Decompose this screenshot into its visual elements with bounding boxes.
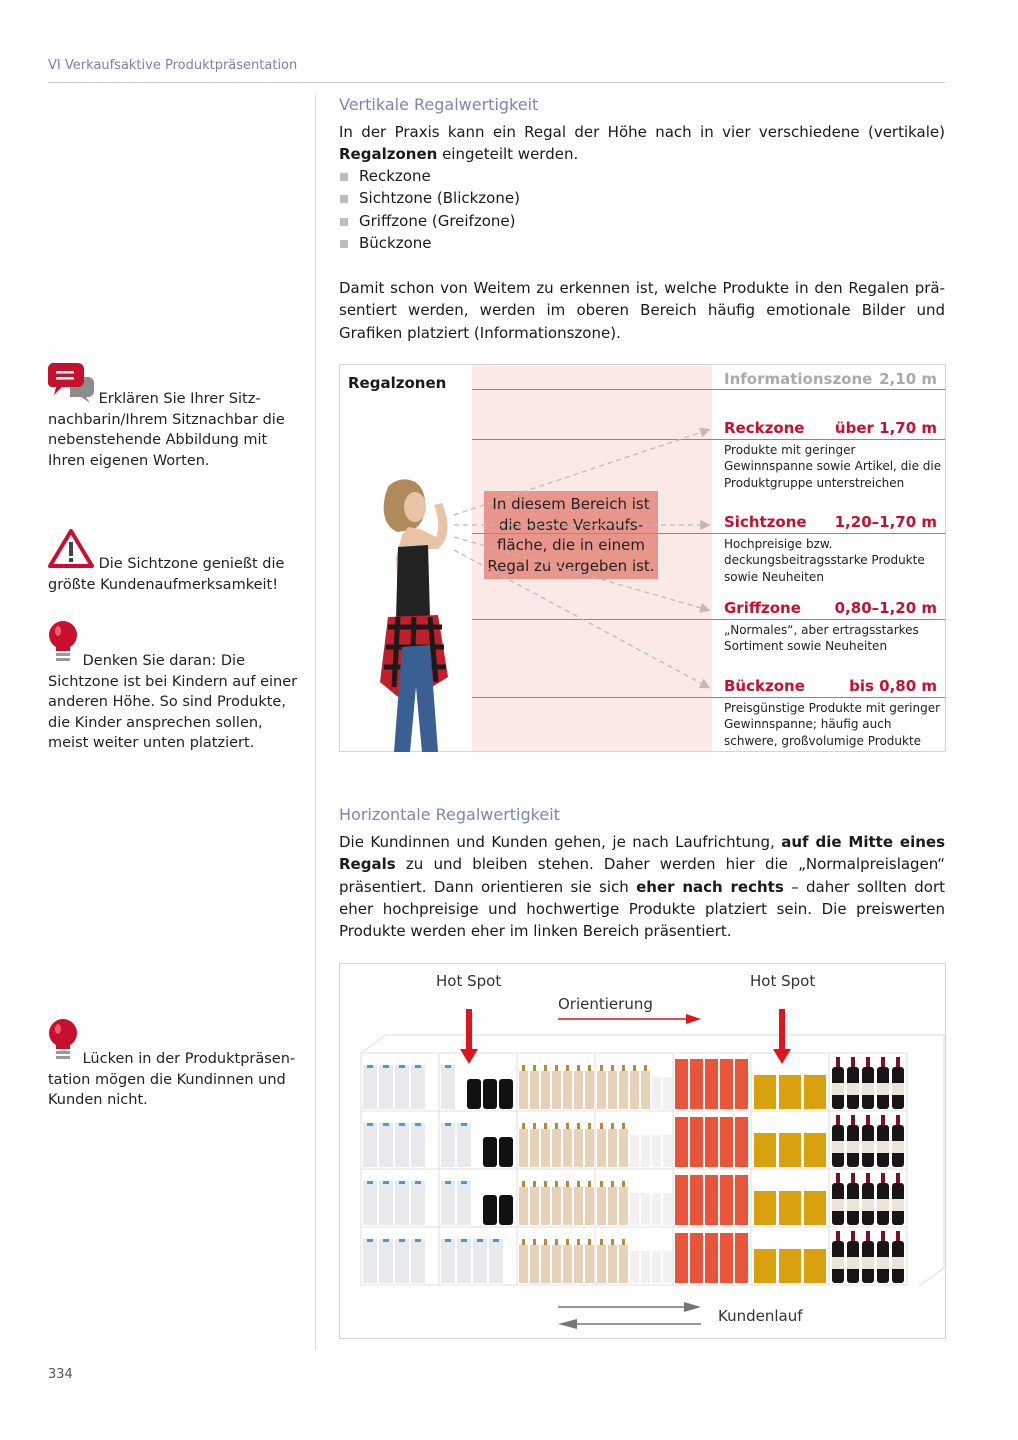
figure-shelf-zones xyxy=(339,364,946,752)
red-package xyxy=(675,1175,688,1225)
milk-carton-cap xyxy=(461,1181,467,1184)
cosmetic-bottle xyxy=(619,1187,628,1225)
milk-carton-cap xyxy=(477,1239,483,1242)
wine-bottle-neck xyxy=(866,1173,870,1183)
section-heading-horizontal: Horizontale Regalwertigkeit xyxy=(339,805,560,824)
gaze-arrows xyxy=(340,365,947,753)
cosmetic-bottle xyxy=(619,1071,628,1109)
emphasis-text: Regalzonen xyxy=(339,145,438,164)
wine-label xyxy=(877,1083,889,1095)
milk-carton xyxy=(363,1065,377,1109)
wine-label xyxy=(862,1257,874,1269)
milk-carton xyxy=(395,1123,409,1167)
cosmetic-cap xyxy=(533,1123,536,1129)
wine-bottle-neck xyxy=(866,1115,870,1125)
milk-carton xyxy=(379,1181,393,1225)
milk-carton xyxy=(473,1239,487,1283)
white-bottle xyxy=(663,1251,672,1283)
wine-label xyxy=(877,1257,889,1269)
cosmetic-cap xyxy=(611,1181,614,1187)
list-item: Reckzone xyxy=(339,165,520,187)
white-bottle xyxy=(630,1251,639,1283)
customer-flow-left-arrow-icon xyxy=(558,1319,577,1329)
cosmetic-bottle xyxy=(519,1187,528,1225)
cosmetic-cap xyxy=(544,1239,547,1245)
red-package xyxy=(720,1233,733,1283)
milk-carton xyxy=(441,1239,455,1283)
cosmetic-bottle xyxy=(585,1129,594,1167)
wine-label xyxy=(832,1199,844,1211)
red-package xyxy=(720,1059,733,1109)
note-warning: Die Sichtzone genießt die größte Kundenaufmerksamkeit! xyxy=(48,528,298,595)
cosmetic-cap xyxy=(522,1123,525,1129)
white-bottle xyxy=(663,1077,672,1109)
wine-label xyxy=(847,1199,859,1211)
wine-bottle-neck xyxy=(836,1231,840,1241)
milk-carton xyxy=(379,1239,393,1283)
milk-carton-cap xyxy=(383,1065,389,1068)
red-package xyxy=(735,1059,748,1109)
wine-label xyxy=(832,1257,844,1269)
cosmetic-cap xyxy=(522,1239,525,1245)
milk-carton xyxy=(441,1181,455,1225)
wine-bottle-neck xyxy=(836,1057,840,1067)
milk-carton xyxy=(363,1123,377,1167)
milk-carton-cap xyxy=(415,1181,421,1184)
red-package xyxy=(690,1059,703,1109)
cosmetic-cap xyxy=(588,1181,591,1187)
cosmetic-bottle xyxy=(541,1071,550,1109)
wine-label xyxy=(892,1199,904,1211)
milk-carton-cap xyxy=(383,1239,389,1242)
column-divider xyxy=(315,95,316,1350)
white-bottle xyxy=(652,1077,661,1109)
cosmetic-cap xyxy=(611,1123,614,1129)
white-bottle xyxy=(641,1251,650,1283)
list-item: Griffzone (Greifzone) xyxy=(339,210,520,232)
dark-bottle xyxy=(483,1137,497,1167)
red-package xyxy=(705,1059,718,1109)
cosmetic-bottle xyxy=(541,1187,550,1225)
cosmetic-cap xyxy=(600,1181,603,1187)
yellow-bag xyxy=(804,1191,826,1225)
warning-icon xyxy=(48,528,94,575)
zone-list xyxy=(339,165,520,254)
orientation-arrow-icon xyxy=(686,1014,701,1024)
emphasis-text: auf die Mitte eines Regals xyxy=(339,833,945,874)
red-package xyxy=(735,1117,748,1167)
cosmetic-bottle xyxy=(519,1129,528,1167)
wine-label xyxy=(847,1257,859,1269)
cosmetic-bottle xyxy=(585,1187,594,1225)
cosmetic-bottle xyxy=(519,1071,528,1109)
cosmetic-cap xyxy=(522,1181,525,1187)
dark-bottle xyxy=(483,1079,497,1109)
milk-carton xyxy=(411,1065,425,1109)
yellow-bag xyxy=(804,1249,826,1283)
milk-carton xyxy=(363,1239,377,1283)
red-package xyxy=(720,1117,733,1167)
wine-bottle-neck xyxy=(881,1231,885,1241)
zone-description: „Normales“, aber ertragsstarkes Sortiment sowie Neuheiten xyxy=(724,623,919,654)
cosmetic-bottle xyxy=(563,1245,572,1283)
red-package xyxy=(675,1233,688,1283)
text-segment: – daher sollten dort eher hochpreisige und hochwertige Produkte platziert sein. Die preiswerten Produkte werden eher im linken Bereich präsentiert. xyxy=(339,877,945,941)
cosmetic-cap xyxy=(611,1065,614,1071)
dark-bottle xyxy=(499,1195,513,1225)
cosmetic-cap xyxy=(533,1239,536,1245)
milk-carton-cap xyxy=(383,1181,389,1184)
milk-carton-cap xyxy=(445,1123,451,1126)
info-zone-paragraph xyxy=(339,277,945,344)
cosmetic-cap xyxy=(600,1123,603,1129)
cosmetic-bottle xyxy=(530,1187,539,1225)
wine-label xyxy=(832,1141,844,1153)
yellow-bag xyxy=(804,1133,826,1167)
text-segment: Damit schon von Weitem zu erkennen ist, welche Produkte in den Regalen präsentiert werden, werden im oberen Bereich häufig emotionale Bilder und Grafiken platziert (Informationszone). xyxy=(339,279,945,342)
customer-flow-label: Kundenlauf xyxy=(718,1307,803,1325)
cosmetic-bottle xyxy=(641,1071,650,1109)
red-package xyxy=(690,1175,703,1225)
note-discuss: Erklären Sie Ihrer Sitznachbarin/Ihrem Sitznachbar die nebenstehende Abbildung mit Ihren eigenen Worten. xyxy=(48,363,298,471)
hot-spot-right-label: Hot Spot xyxy=(750,972,816,990)
cosmetic-cap xyxy=(544,1181,547,1187)
milk-carton-cap xyxy=(399,1065,405,1068)
red-package xyxy=(690,1117,703,1167)
milk-carton xyxy=(457,1123,471,1167)
milk-carton-cap xyxy=(399,1181,405,1184)
wine-bottle-neck xyxy=(851,1057,855,1067)
milk-carton-cap xyxy=(399,1123,405,1126)
milk-carton-cap xyxy=(493,1239,499,1242)
wine-label xyxy=(832,1083,844,1095)
milk-carton xyxy=(489,1239,503,1283)
red-package xyxy=(675,1117,688,1167)
cosmetic-bottle xyxy=(574,1245,583,1283)
white-bottle xyxy=(652,1193,661,1225)
wine-bottle-neck xyxy=(881,1115,885,1125)
milk-carton-cap xyxy=(445,1065,451,1068)
section-heading-vertical: Vertikale Regalwertigkeit xyxy=(339,95,539,114)
milk-carton-cap xyxy=(415,1065,421,1068)
cosmetic-bottle xyxy=(597,1245,606,1283)
cosmetic-cap xyxy=(622,1065,625,1071)
wine-bottle-neck xyxy=(896,1173,900,1183)
cosmetic-bottle xyxy=(552,1071,561,1109)
zone-description: Produkte mit geringer Gewinnspanne sowie Artikel, die die Produktgruppe unterstreichen xyxy=(724,443,942,490)
red-package xyxy=(705,1175,718,1225)
cosmetic-bottle xyxy=(608,1129,617,1167)
text-segment: eingeteilt werden. xyxy=(437,145,579,164)
cosmetic-bottle xyxy=(563,1187,572,1225)
cosmetic-bottle xyxy=(608,1245,617,1283)
dark-bottle xyxy=(499,1137,513,1167)
cosmetic-bottle xyxy=(608,1071,617,1109)
figure-title: Regalzonen xyxy=(348,374,447,392)
wine-label xyxy=(847,1083,859,1095)
milk-carton-cap xyxy=(367,1239,373,1242)
cosmetic-cap xyxy=(522,1065,525,1071)
cosmetic-cap xyxy=(588,1239,591,1245)
cosmetic-cap xyxy=(633,1065,636,1071)
milk-carton xyxy=(457,1239,471,1283)
cosmetic-cap xyxy=(611,1239,614,1245)
cosmetic-cap xyxy=(600,1065,603,1071)
cosmetic-cap xyxy=(555,1181,558,1187)
cosmetic-bottle xyxy=(574,1187,583,1225)
list-item: Bückzone xyxy=(339,232,520,254)
hot-spot-arrow-shaft xyxy=(466,1009,472,1050)
wine-label xyxy=(877,1199,889,1211)
milk-carton xyxy=(395,1239,409,1283)
red-package xyxy=(690,1233,703,1283)
text-segment: Die Kundinnen und Kunden gehen, je nach Laufrichtung, xyxy=(339,833,782,851)
yellow-bag xyxy=(754,1075,776,1109)
note-tip-gaps: Lücken in der Produktpräsentation mögen die Kundinnen und Kunden nicht. xyxy=(48,1019,298,1111)
wine-label xyxy=(892,1083,904,1095)
cosmetic-cap xyxy=(566,1065,569,1071)
note-tip-children: Denken Sie daran: Die Sichtzone ist bei Kindern auf einer anderen Höhe. So sind Produkte, die Kinder ansprechen sollen, meist weiter unten platziert. xyxy=(48,621,298,754)
milk-carton xyxy=(411,1123,425,1167)
wine-bottle-neck xyxy=(881,1057,885,1067)
cosmetic-bottle xyxy=(630,1071,639,1109)
cosmetic-bottle xyxy=(541,1245,550,1283)
wine-bottle-neck xyxy=(851,1115,855,1125)
yellow-bag xyxy=(754,1249,776,1283)
milk-carton xyxy=(411,1239,425,1283)
cosmetic-bottle xyxy=(619,1129,628,1167)
red-package xyxy=(705,1233,718,1283)
milk-carton xyxy=(363,1181,377,1225)
yellow-bag xyxy=(754,1191,776,1225)
wine-bottle-neck xyxy=(896,1231,900,1241)
wine-label xyxy=(862,1199,874,1211)
cosmetic-cap xyxy=(577,1123,580,1129)
milk-carton-cap xyxy=(461,1239,467,1242)
wine-bottle-neck xyxy=(866,1231,870,1241)
milk-carton-cap xyxy=(445,1181,451,1184)
white-bottle xyxy=(641,1135,650,1167)
wine-label xyxy=(847,1141,859,1153)
cosmetic-bottle xyxy=(530,1071,539,1109)
cosmetic-cap xyxy=(644,1065,647,1071)
milk-carton-cap xyxy=(415,1239,421,1242)
milk-carton xyxy=(441,1123,455,1167)
speech-bubbles-icon xyxy=(48,363,94,410)
lightbulb-icon xyxy=(48,621,78,672)
cosmetic-bottle xyxy=(519,1245,528,1283)
header-divider xyxy=(48,82,945,83)
cosmetic-cap xyxy=(577,1181,580,1187)
milk-carton xyxy=(395,1181,409,1225)
yellow-bag xyxy=(779,1075,801,1109)
cosmetic-cap xyxy=(566,1239,569,1245)
yellow-bag xyxy=(779,1249,801,1283)
zone-description: Preisgünstige Produkte mit geringer Gewinnspanne; häufig auch schwere, großvolumige Produkte xyxy=(724,701,941,748)
cosmetic-bottle xyxy=(574,1071,583,1109)
red-package xyxy=(735,1233,748,1283)
white-bottle xyxy=(630,1193,639,1225)
cosmetic-bottle xyxy=(530,1245,539,1283)
lightbulb-icon xyxy=(48,1019,78,1070)
wine-bottle-neck xyxy=(851,1173,855,1183)
wine-label xyxy=(892,1257,904,1269)
dark-bottle xyxy=(499,1079,513,1109)
wine-bottle-neck xyxy=(836,1173,840,1183)
wine-bottle-neck xyxy=(896,1115,900,1125)
cosmetic-bottle xyxy=(552,1245,561,1283)
cosmetic-bottle xyxy=(597,1129,606,1167)
hot-spot-left-label: Hot Spot xyxy=(436,972,502,990)
customer-flow-right-arrow-icon xyxy=(684,1302,701,1312)
best-area-callout: In diesem Bereich ist die beste Verkaufsfläche, die in einem Regal zu vergeben ist. xyxy=(484,491,658,579)
milk-carton-cap xyxy=(383,1123,389,1126)
wine-bottle-neck xyxy=(896,1057,900,1067)
milk-carton-cap xyxy=(367,1065,373,1068)
cosmetic-bottle xyxy=(563,1129,572,1167)
milk-carton-cap xyxy=(399,1239,405,1242)
wine-label xyxy=(862,1083,874,1095)
cosmetic-cap xyxy=(533,1181,536,1187)
horizontal-paragraph xyxy=(339,831,945,942)
cosmetic-cap xyxy=(577,1065,580,1071)
info-zone-label: Informationszone 2,10 m xyxy=(724,370,937,388)
cosmetic-bottle xyxy=(552,1187,561,1225)
wine-bottle-neck xyxy=(851,1231,855,1241)
text-segment: In der Praxis kann ein Regal der Höhe nach in vier verschiedene (vertikale) xyxy=(339,123,945,141)
figure-shelf-horizontal xyxy=(339,963,946,1339)
orientation-label: Orientierung xyxy=(558,995,653,1013)
cosmetic-bottle xyxy=(585,1245,594,1283)
zone-bueckzone: Bückzone bis 0,80 m xyxy=(724,677,937,695)
milk-carton xyxy=(395,1065,409,1109)
cosmetic-cap xyxy=(566,1123,569,1129)
cosmetic-bottle xyxy=(552,1129,561,1167)
white-bottle xyxy=(663,1135,672,1167)
red-package xyxy=(705,1117,718,1167)
cosmetic-cap xyxy=(555,1239,558,1245)
cosmetic-bottle xyxy=(563,1071,572,1109)
yellow-bag xyxy=(804,1075,826,1109)
zone-description: Hochpreisige bzw. deckungsbeitragsstarke Produkte sowie Neuheiten xyxy=(724,537,925,584)
red-package xyxy=(720,1175,733,1225)
milk-carton-cap xyxy=(445,1239,451,1242)
yellow-bag xyxy=(779,1133,801,1167)
red-package xyxy=(675,1059,688,1109)
wine-bottle-neck xyxy=(866,1057,870,1067)
cosmetic-cap xyxy=(555,1065,558,1071)
zone-reckzone: Reckzone über 1,70 m xyxy=(724,419,937,437)
milk-carton-cap xyxy=(367,1123,373,1126)
white-bottle xyxy=(641,1193,650,1225)
white-bottle xyxy=(652,1135,661,1167)
emphasis-text: eher nach rechts xyxy=(636,877,784,896)
dark-bottle xyxy=(467,1079,481,1109)
white-bottle xyxy=(652,1251,661,1283)
cosmetic-cap xyxy=(622,1239,625,1245)
cosmetic-cap xyxy=(555,1123,558,1129)
wine-bottle-neck xyxy=(836,1115,840,1125)
cosmetic-cap xyxy=(577,1239,580,1245)
red-package xyxy=(735,1175,748,1225)
wine-label xyxy=(892,1141,904,1153)
milk-carton xyxy=(457,1181,471,1225)
yellow-bag xyxy=(779,1191,801,1225)
zone-sichtzone: Sichtzone 1,20–1,70 m xyxy=(724,513,937,531)
milk-carton xyxy=(379,1065,393,1109)
cosmetic-cap xyxy=(622,1181,625,1187)
cosmetic-bottle xyxy=(585,1071,594,1109)
wine-label xyxy=(862,1141,874,1153)
shelf-illustration xyxy=(340,964,947,1340)
wine-bottle-neck xyxy=(881,1173,885,1183)
cosmetic-cap xyxy=(533,1065,536,1071)
milk-carton-cap xyxy=(461,1123,467,1126)
dark-bottle xyxy=(483,1195,497,1225)
cosmetic-cap xyxy=(544,1065,547,1071)
cosmetic-cap xyxy=(588,1065,591,1071)
hot-spot-arrow-shaft xyxy=(779,1009,785,1050)
list-item: Sichtzone (Blickzone) xyxy=(339,187,520,209)
cosmetic-bottle xyxy=(597,1071,606,1109)
zone-griffzone: Griffzone 0,80–1,20 m xyxy=(724,599,937,617)
cosmetic-bottle xyxy=(574,1129,583,1167)
white-bottle xyxy=(663,1193,672,1225)
cosmetic-bottle xyxy=(608,1187,617,1225)
milk-carton-cap xyxy=(415,1123,421,1126)
running-head: VI Verkaufsaktive Produktpräsentation xyxy=(48,58,298,73)
milk-carton xyxy=(441,1065,455,1109)
cosmetic-bottle xyxy=(597,1187,606,1225)
cosmetic-cap xyxy=(588,1123,591,1129)
cosmetic-cap xyxy=(622,1123,625,1129)
cosmetic-cap xyxy=(566,1181,569,1187)
yellow-bag xyxy=(754,1133,776,1167)
text-segment: zu und bleiben stehen. Daher werden hier die „Normalpreislagen“ präsentiert. Dann orientieren sie sich xyxy=(339,855,945,896)
white-bottle xyxy=(630,1135,639,1167)
wine-label xyxy=(877,1141,889,1153)
page-number: 334 xyxy=(48,1367,73,1382)
milk-carton-cap xyxy=(367,1181,373,1184)
milk-carton xyxy=(379,1123,393,1167)
milk-carton xyxy=(411,1181,425,1225)
cosmetic-cap xyxy=(544,1123,547,1129)
cosmetic-bottle xyxy=(619,1245,628,1283)
intro-paragraph xyxy=(339,121,945,166)
cosmetic-cap xyxy=(600,1239,603,1245)
cosmetic-bottle xyxy=(530,1129,539,1167)
cosmetic-bottle xyxy=(541,1129,550,1167)
